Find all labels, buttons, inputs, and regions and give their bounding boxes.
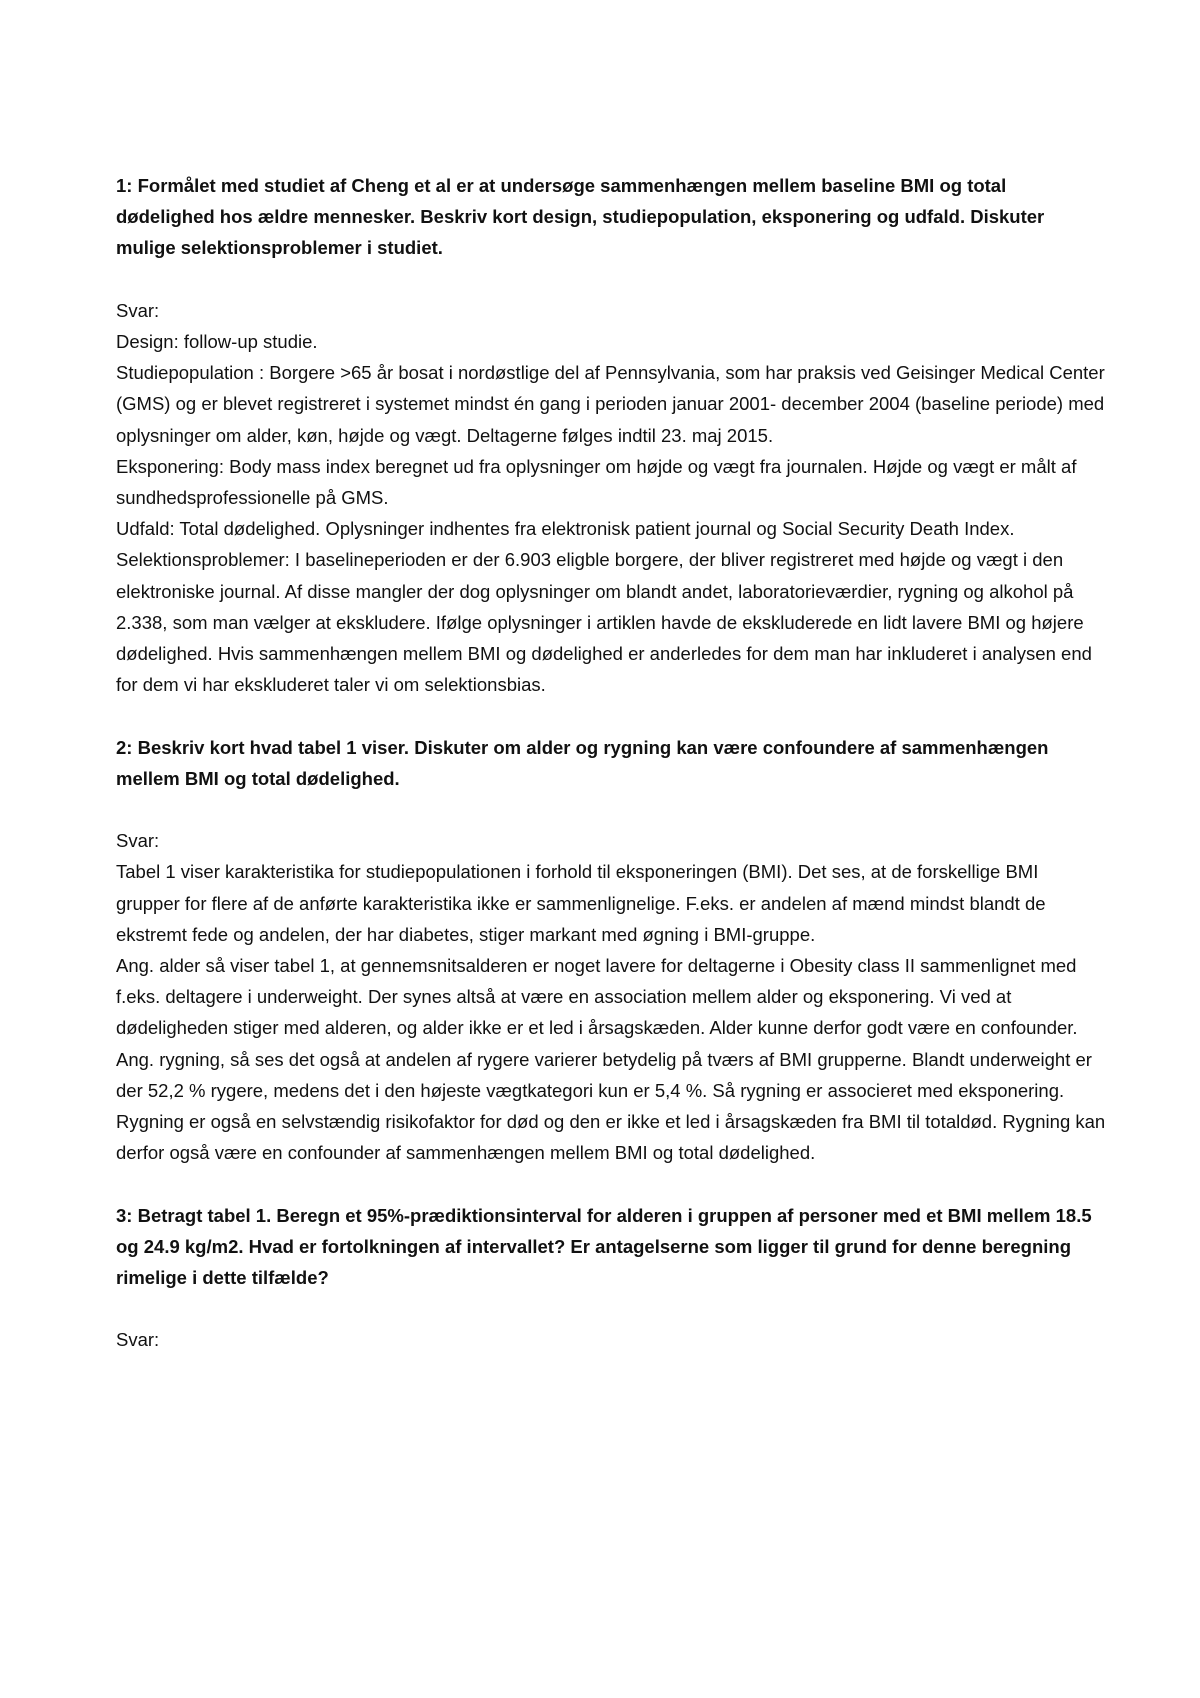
- answer-2-alder: Ang. alder så viser tabel 1, at gennemsnitsalderen er noget lavere for deltagerne i Obesity class II sammenlignet med f.eks. deltagere i underweight. Der synes altså at være en association mellem alder og eksponering. Vi ved at dødeligheden stiger med alderen, og alder ikke er et led i årsagskæden. Alder kunne derfor godt være en confounder.: [116, 955, 1078, 1039]
- answer-label-2: Svar:: [116, 830, 160, 852]
- answer-1-selektionsproblemer: Selektionsproblemer: I baselineperioden er der 6.903 eligble borgere, der bliver registreret med højde og vægt i den elektroniske journal. Af disse mangler der dog oplysninger om blandt andet, laboratorieværdier, rygning og alkohol på 2.338, som man vælger at ekskludere. Ifølge oplysninger i artiklen havde de ekskluderede en lidt lavere BMI og højere dødelighed. Hvis sammenhængen mellem BMI og dødelighed er anderledes for dem man har inkluderet i analysen end for dem vi har ekskluderet taler vi om selektionsbias.: [116, 549, 1092, 696]
- question-3: 3: Betragt tabel 1. Beregn et 95%-prædiktionsinterval for alderen i gruppen af personer med et BMI mellem 18.5 og 24.9 kg/m2. Hvad er fortolkningen af intervallet? Er antagelserne som ligger til grund for denne beregning rimelige i dette tilfælde?: [116, 1204, 1092, 1289]
- answer-2-rygning: Ang. rygning, så ses det også at andelen af rygere varierer betydelig på tværs af BMI grupperne. Blandt underweight er der 52,2 % rygere, medens det i den højeste vægtkategori kun er 5,4 %. Så rygning er associeret med eksponering. Rygning er også en selvstændig risikofaktor for død og den er ikke et led i årsagskæden fra BMI til totaldød. Rygning kan derfor også være en confounder af sammenhængen mellem BMI og total dødelighed.: [116, 1048, 1106, 1164]
- answer-1-design: Design: follow-up studie.: [116, 331, 318, 352]
- answer-2-tabel-1: Tabel 1 viser karakteristika for studiepopulationen i forhold til eksponeringen (BMI). Det ses, at de forskellige BMI grupper for flere af de anførte karakteristika ikke er sammenlignelige. F.eks. er andelen af mænd mindst blandt de ekstremt fede og andelen, der har diabetes, stiger markant med øgning i BMI-gruppe.: [116, 861, 1046, 945]
- question-1: 1: Formålet med studiet af Cheng et al er at undersøge sammenhængen mellem baseline BMI og total dødelighed hos ældre mennesker. Beskriv kort design, studiepopulation, eksponering og udfald. Diskuter mulige selektionsproblemer i studiet.: [116, 175, 1045, 259]
- spacer: [116, 1168, 1106, 1199]
- answer-1-udfald: Udfald: Total dødelighed. Oplysninger indhentes fra elektronisk patient journal og Social Security Death Index.: [116, 518, 1015, 540]
- document-page: [116, 170, 1106, 1356]
- answer-1-studiepopulation: Studiepopulation : Borgere >65 år bosat i nordøstlige del af Pennsylvania, som har praksis ved Geisinger Medical Center (GMS) og er blevet registreret i systemet mindst én gang i perioden januar 2001- december 2004 (baseline periode) med oplysninger om alder, køn, højde og vægt. Deltagerne følges indtil 23. maj 2015.: [116, 362, 1105, 446]
- spacer: [116, 264, 1106, 295]
- spacer: [116, 1293, 1106, 1324]
- spacer: [116, 700, 1106, 731]
- answer-label-3: Svar:: [116, 1329, 160, 1351]
- answer-label-1: Svar:: [116, 299, 160, 321]
- question-2: 2: Beskriv kort hvad tabel 1 viser. Diskuter om alder og rygning kan være confoundere af sammenhængen mellem BMI og total dødelighed.: [116, 736, 1049, 789]
- answer-1-eksponering: Eksponering: Body mass index beregnet ud fra oplysninger om højde og vægt fra journalen. Højde og vægt er målt af sundhedsprofessionelle på GMS.: [116, 455, 1077, 509]
- spacer: [116, 794, 1106, 825]
